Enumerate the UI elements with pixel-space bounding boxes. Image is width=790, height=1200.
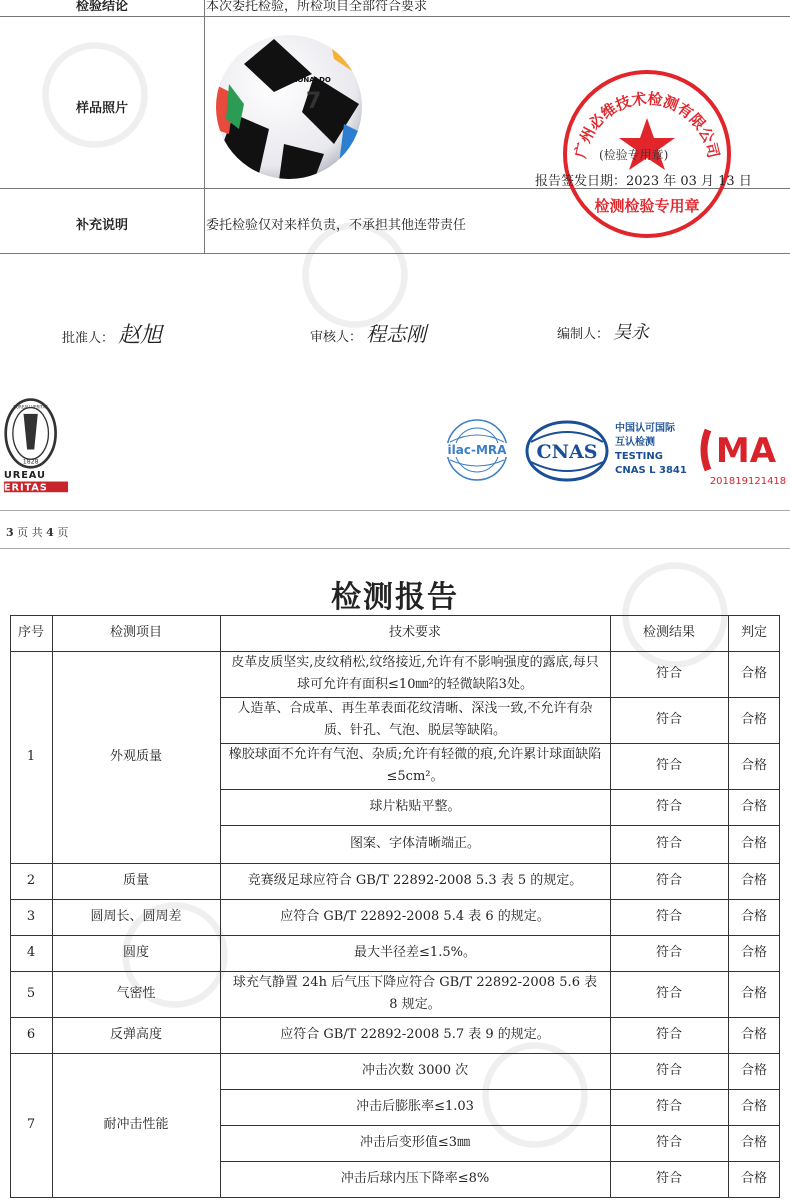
stamp-caption: (检验专用章)	[599, 148, 669, 162]
requirement-cell: 应符合 GB/T 22892-2008 5.4 表 6 的规定。	[280, 909, 550, 924]
verdict-cell: 合格	[740, 712, 767, 727]
approver-name: 赵旭	[118, 323, 163, 348]
result-cell: 符合	[655, 666, 682, 681]
result-cell: 符合	[655, 909, 682, 924]
row-number: 4	[26, 945, 36, 960]
cnas-line4: CNAS L 3841	[615, 465, 687, 476]
issue-date: 报告签发日期：2023 年 03 月 13 日	[535, 174, 752, 189]
result-cell: 符合	[655, 712, 682, 727]
bv-top-text: BUREAU VERITAS	[13, 404, 48, 410]
test-item: 耐冲击性能	[103, 1117, 169, 1132]
requirement-cell: 应符合 GB/T 22892-2008 5.7 表 9 的规定。	[280, 1027, 550, 1042]
verdict-cell: 合格	[740, 986, 767, 1001]
verdict-cell: 合格	[740, 1027, 767, 1042]
reviewer-label: 审核人：	[310, 330, 363, 345]
requirement-cell: 橡胶球面不允许有气泡、杂质;允许有轻微的痕,允许累计球面缺陷≤5cm²。	[228, 747, 602, 784]
page-number	[6, 524, 68, 540]
remarks-text: 委托检验仅对来样负责，不承担其他连带责任	[206, 218, 467, 233]
table-header-cell: 序号	[17, 625, 44, 640]
approver-signature	[62, 318, 162, 349]
result-cell: 符合	[655, 1135, 682, 1150]
verdict-cell: 合格	[740, 873, 767, 888]
bv-line2: ERITAS	[3, 482, 48, 494]
ilac-mra-logo	[440, 418, 514, 482]
stamp-org: 广州必维技术检测有限公司	[571, 89, 723, 160]
table-header-cell: 检测项目	[109, 625, 162, 640]
requirement-cell: 皮革皮质坚实,皮纹稍松,纹络接近,允许有不影响强度的露底,每只球可允许有面积≤10㎜²的轻微缺陷3处。	[231, 655, 599, 692]
verdict-cell: 合格	[740, 758, 767, 773]
cnas-description	[615, 422, 687, 478]
verdict-cell: 合格	[740, 1063, 767, 1078]
bureau-veritas-logo	[0, 396, 72, 494]
verdict-cell: 合格	[740, 945, 767, 960]
table-grid-line	[10, 615, 780, 616]
page-word: 页	[17, 526, 29, 539]
verdict-cell: 合格	[740, 799, 767, 814]
result-cell: 符合	[655, 1027, 682, 1042]
photo-label: 样品照片	[75, 101, 128, 116]
row-number: 7	[26, 1117, 36, 1132]
verdict-cell: 合格	[740, 1099, 767, 1114]
page-total: 4	[46, 526, 54, 539]
cnas-line3: TESTING	[615, 451, 663, 462]
test-item: 气密性	[116, 986, 156, 1001]
page-total-word: 共	[31, 526, 43, 539]
result-cell: 符合	[655, 945, 682, 960]
result-cell: 符合	[655, 1063, 682, 1078]
page-word-2: 页	[57, 526, 69, 539]
requirement-cell: 冲击后膨胀率≤1.03	[356, 1099, 474, 1114]
page-current: 3	[6, 526, 14, 539]
verdict-cell: 合格	[740, 1171, 767, 1186]
reviewer-name: 程志刚	[366, 322, 427, 346]
reviewer-signature	[310, 318, 426, 347]
table-grid-line	[610, 615, 611, 1198]
cnas-logo	[525, 420, 609, 482]
requirement-cell: 图案、字体清晰端正。	[349, 836, 480, 851]
requirement-cell: 最大半径差≤1.5%。	[354, 945, 476, 960]
row-number: 2	[26, 873, 36, 888]
cnas-text: CNAS	[536, 441, 598, 463]
requirement-cell: 竞赛级足球应符合 GB/T 22892-2008 5.3 表 5 的规定。	[247, 873, 583, 888]
table-grid-line	[728, 615, 729, 1198]
conclusion-row	[0, 0, 790, 17]
approver-label: 批准人：	[62, 331, 115, 346]
report-title: 检测报告	[331, 580, 459, 615]
editor-name: 吴永	[613, 322, 650, 343]
requirement-cell: 冲击次数 3000 次	[361, 1063, 469, 1078]
result-cell: 符合	[655, 758, 682, 773]
ma-number: 201819121418	[709, 476, 787, 487]
divider-line	[0, 510, 790, 511]
verdict-cell: 合格	[740, 666, 767, 681]
test-item: 质量	[122, 873, 149, 888]
row-number: 1	[26, 749, 36, 764]
cma-logo	[698, 424, 790, 488]
row-number: 3	[26, 909, 36, 924]
remarks-label: 补充说明	[75, 218, 128, 233]
result-cell: 符合	[655, 986, 682, 1001]
table-header-cell: 技术要求	[388, 625, 441, 640]
result-cell: 符合	[655, 1171, 682, 1186]
test-item: 外观质量	[109, 749, 162, 764]
table-grid-line	[52, 615, 53, 1198]
test-item: 反弹高度	[109, 1027, 162, 1042]
result-cell: 符合	[655, 873, 682, 888]
requirement-cell: 球片粘贴平整。	[369, 799, 461, 814]
verdict-cell: 合格	[740, 909, 767, 924]
table-grid-line	[10, 615, 11, 1198]
bv-year: 1828	[22, 458, 39, 466]
requirement-cell: 人造革、合成革、再生革表面花纹清晰、深浅一致,不允许有杂质、针孔、气泡、脱层等缺陷。	[237, 701, 593, 738]
result-cell: 符合	[655, 799, 682, 814]
row-number: 6	[26, 1027, 36, 1042]
sample-ball-photo	[214, 34, 364, 180]
ball-number: 7	[306, 89, 322, 114]
ball-name: RONALDO	[292, 76, 331, 84]
verdict-cell: 合格	[740, 836, 767, 851]
table-header-cell: 判定	[740, 625, 767, 640]
ma-text: MA	[715, 431, 777, 471]
bv-line1: UREAU	[3, 469, 46, 481]
result-cell: 符合	[655, 836, 682, 851]
cnas-line2: 互认检测	[615, 437, 655, 448]
table-grid-line	[10, 1197, 780, 1198]
requirement-cell: 球充气静置 24h 后气压下降应符合 GB/T 22892-2008 5.6 表 8 规定。	[232, 975, 598, 1012]
test-item: 圆周长、圆周差	[90, 909, 182, 924]
cnas-line1: 中国认可国际	[615, 423, 675, 434]
table-grid-line	[779, 615, 780, 1198]
stamp-bottom-text: 检测检验专用章	[594, 197, 700, 215]
conclusion-label: 检验结论	[75, 0, 128, 14]
requirement-cell: 冲击后变形值≤3㎜	[359, 1135, 471, 1150]
test-item: 圆度	[122, 945, 149, 960]
result-cell: 符合	[655, 1099, 682, 1114]
row-number: 5	[26, 986, 36, 1001]
verdict-cell: 合格	[740, 1135, 767, 1150]
divider-line	[0, 548, 790, 549]
conclusion-text: 本次委托检验，所检项目全部符合要求	[206, 0, 428, 14]
editor-label: 编制人：	[557, 327, 610, 342]
requirement-cell: 冲击后球内压下降率≤8%	[340, 1171, 490, 1186]
table-header-cell: 检测结果	[642, 625, 695, 640]
table-grid-line	[220, 615, 221, 1198]
ilac-text: ilac-MRA	[447, 443, 507, 457]
editor-signature	[557, 318, 649, 344]
